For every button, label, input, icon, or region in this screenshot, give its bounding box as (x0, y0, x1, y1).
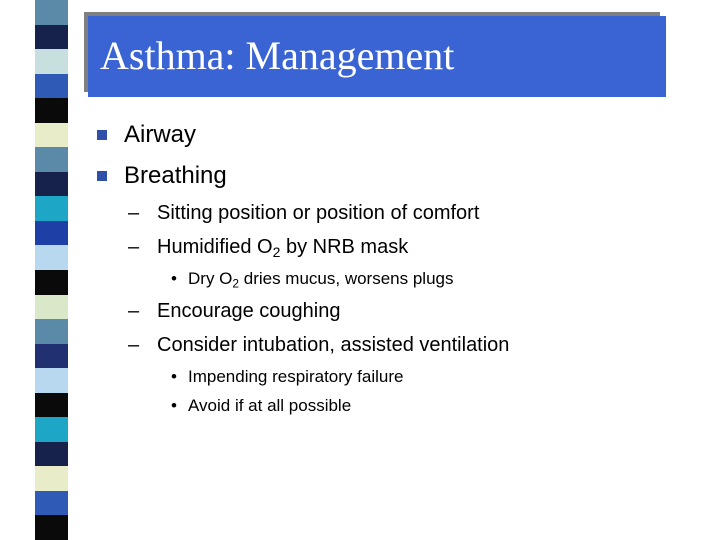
stripe-segment (35, 344, 68, 369)
stripe-segment (35, 49, 68, 74)
stripe-segment (35, 442, 68, 467)
dry-post: dries mucus, worsens plugs (239, 269, 454, 288)
stripe-segment (35, 74, 68, 99)
humidified-post: by NRB mask (280, 236, 409, 258)
stripe-segment (35, 417, 68, 442)
sub-item-humidified (157, 236, 409, 261)
sub-item-avoid: Avoid if at all possible (188, 396, 352, 415)
stripe-segment (35, 172, 68, 197)
title-box (88, 16, 666, 97)
stripe-segment (35, 25, 68, 50)
stripe-segment (35, 393, 68, 418)
slide-title: Asthma: Management (100, 33, 455, 78)
humidified-pre: Humidified O (157, 236, 273, 258)
dot-marker: • (171, 269, 177, 288)
humidified-sub: 2 (272, 244, 281, 261)
dot-marker: • (171, 396, 177, 415)
dash-marker: – (128, 202, 140, 224)
stripe-segment (35, 196, 68, 221)
stripe-segment (35, 491, 68, 516)
stripe-segment (35, 270, 68, 295)
stripe-segment (35, 295, 68, 320)
dash-marker: – (128, 300, 140, 322)
bullet-breathing: Breathing (124, 162, 227, 189)
stripe-segment (35, 466, 68, 491)
decorative-stripe-bar (0, 0, 68, 540)
dry-pre: Dry O (188, 269, 233, 288)
bullet-airway: Airway (124, 121, 197, 148)
dash-marker: – (128, 334, 140, 356)
sub-item-dry (188, 269, 454, 291)
dash-marker: – (128, 236, 140, 258)
stripe-segment (35, 123, 68, 148)
stripe-segment (35, 515, 68, 540)
stripe-segment (35, 245, 68, 270)
stripe-segment (35, 368, 68, 393)
bullet-square-icon (97, 171, 107, 181)
sub-item-coughing: Encourage coughing (157, 300, 341, 322)
stripe-segment (35, 0, 68, 25)
sub-item-impending: Impending respiratory failure (188, 367, 404, 386)
stripe-segment (35, 221, 68, 246)
sub-item-intubation: Consider intubation, assisted ventilation (157, 334, 510, 356)
dry-sub: 2 (232, 276, 240, 291)
stripe-segment (35, 319, 68, 344)
dot-marker: • (171, 367, 177, 386)
stripe-segment (35, 147, 68, 172)
sub-item-sitting: Sitting position or position of comfort (157, 202, 480, 224)
bullet-square-icon (97, 130, 107, 140)
stripe-segment (35, 98, 68, 123)
